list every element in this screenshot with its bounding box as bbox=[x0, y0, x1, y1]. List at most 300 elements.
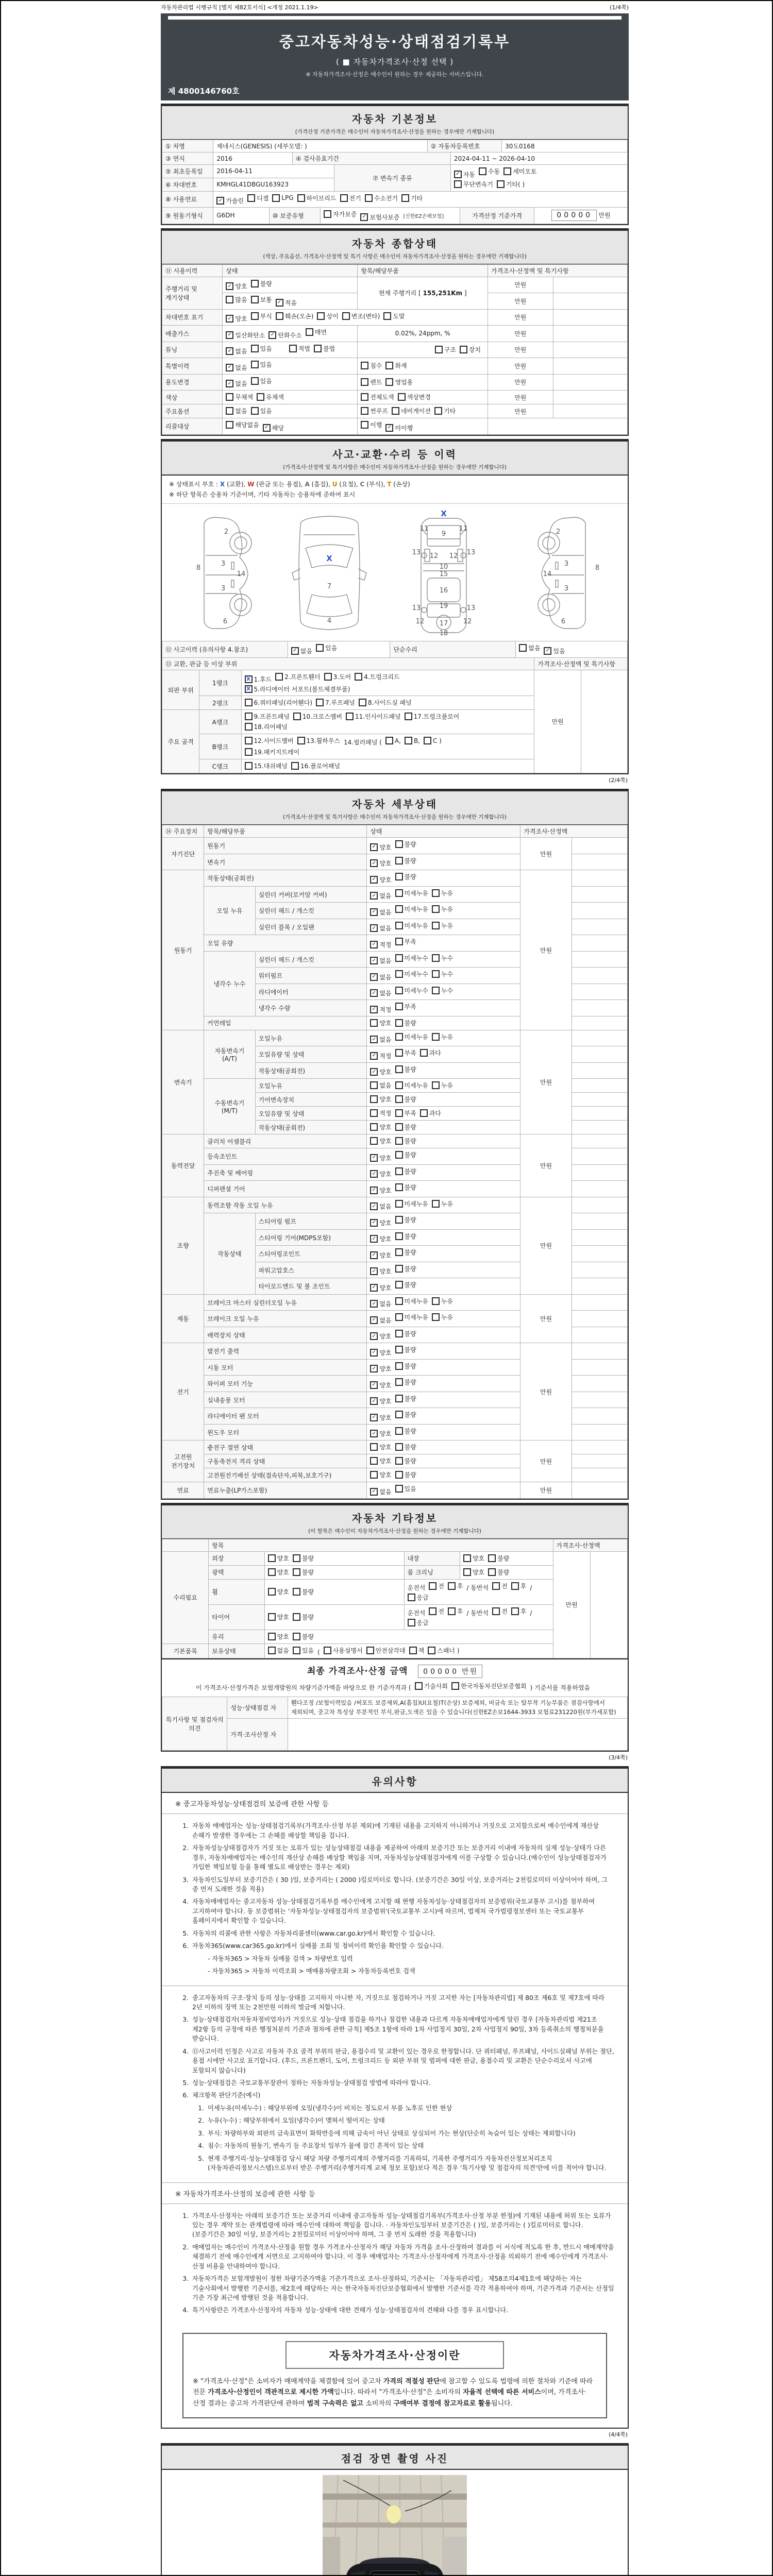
checkbox-option[interactable] bbox=[432, 1297, 453, 1306]
checkbox-option[interactable] bbox=[395, 1215, 416, 1224]
checkbox-unchecked[interactable] bbox=[405, 713, 412, 720]
checkbox-option[interactable] bbox=[291, 647, 312, 655]
checkbox-option[interactable] bbox=[395, 1378, 416, 1386]
checkbox-option[interactable] bbox=[297, 194, 337, 202]
checkbox-option[interactable] bbox=[251, 377, 272, 385]
checkbox-option[interactable] bbox=[432, 986, 453, 995]
checkbox-option[interactable] bbox=[370, 875, 391, 884]
checkbox-checked[interactable]: ✓ bbox=[385, 424, 393, 432]
checkbox-option[interactable] bbox=[395, 1232, 416, 1241]
checkbox-unchecked[interactable] bbox=[268, 1554, 276, 1562]
checkbox-unchecked[interactable] bbox=[395, 1346, 403, 1353]
checkbox-option[interactable] bbox=[370, 859, 391, 868]
checkbox-option[interactable] bbox=[385, 378, 413, 386]
checkbox-option[interactable] bbox=[370, 1251, 391, 1260]
checkbox-unchecked[interactable] bbox=[361, 378, 368, 386]
checkbox-checked[interactable]: ✓ bbox=[370, 1219, 378, 1227]
checkbox-unchecked[interactable] bbox=[370, 1081, 378, 1089]
checkbox-unchecked[interactable] bbox=[395, 1281, 403, 1289]
checkbox-checked[interactable]: ✓ bbox=[216, 197, 224, 205]
checkbox-option[interactable] bbox=[398, 393, 431, 401]
checkbox-unchecked[interactable] bbox=[448, 1582, 456, 1590]
checkbox-unchecked[interactable] bbox=[293, 713, 301, 720]
checkbox-option[interactable] bbox=[370, 956, 391, 965]
checkbox-unchecked[interactable] bbox=[257, 393, 264, 401]
checkbox-unchecked[interactable] bbox=[511, 1607, 519, 1615]
checkbox-option[interactable] bbox=[370, 1348, 391, 1357]
checkbox-option[interactable] bbox=[276, 312, 314, 320]
checkbox-unchecked[interactable] bbox=[297, 737, 305, 744]
checkbox-option[interactable] bbox=[226, 406, 247, 415]
checkbox-unchecked[interactable] bbox=[314, 345, 322, 352]
checkbox-option[interactable] bbox=[245, 736, 294, 745]
checkbox-unchecked[interactable] bbox=[293, 1568, 300, 1576]
checkbox-unchecked[interactable] bbox=[383, 312, 391, 320]
checkbox-option[interactable] bbox=[395, 1280, 416, 1289]
checkbox-checked[interactable]: X bbox=[245, 685, 253, 693]
checkbox-option[interactable] bbox=[268, 1632, 289, 1641]
checkbox-option[interactable] bbox=[361, 420, 382, 429]
checkbox-option[interactable] bbox=[435, 345, 456, 354]
checkbox-unchecked[interactable] bbox=[395, 1485, 403, 1493]
checkbox-option[interactable] bbox=[432, 954, 453, 962]
checkbox-option[interactable] bbox=[268, 1554, 289, 1563]
checkbox-option[interactable] bbox=[355, 672, 399, 681]
checkbox-unchecked[interactable] bbox=[272, 194, 280, 202]
checkbox-option[interactable] bbox=[245, 722, 288, 731]
checkbox-option[interactable] bbox=[268, 1587, 289, 1596]
checkbox-unchecked[interactable] bbox=[293, 1633, 300, 1640]
checkbox-unchecked[interactable] bbox=[245, 737, 253, 744]
checkbox-checked[interactable]: ✓ bbox=[370, 859, 378, 867]
checkbox-option[interactable] bbox=[365, 194, 398, 202]
checkbox-option[interactable] bbox=[370, 1035, 391, 1044]
checkbox-unchecked[interactable] bbox=[434, 407, 442, 415]
checkbox-checked[interactable]: ✓ bbox=[370, 1300, 378, 1308]
checkbox-unchecked[interactable] bbox=[245, 748, 253, 756]
checkbox-unchecked[interactable] bbox=[395, 889, 403, 897]
checkbox-unchecked[interactable] bbox=[361, 407, 368, 415]
checkbox-unchecked[interactable] bbox=[251, 345, 259, 352]
checkbox-unchecked[interactable] bbox=[395, 1151, 403, 1159]
checkbox-checked[interactable]: ✓ bbox=[370, 1068, 378, 1076]
checkbox-option[interactable] bbox=[370, 1005, 391, 1014]
checkbox-option[interactable] bbox=[251, 279, 272, 288]
checkbox-option[interactable] bbox=[395, 921, 428, 930]
checkbox-unchecked[interactable] bbox=[519, 644, 527, 652]
checkbox-option[interactable] bbox=[370, 1067, 391, 1076]
checkbox-unchecked[interactable] bbox=[398, 393, 406, 401]
checkbox-unchecked[interactable] bbox=[395, 1362, 403, 1370]
checkbox-option[interactable] bbox=[405, 712, 460, 721]
checkbox-checked[interactable]: ✓ bbox=[370, 941, 378, 948]
checkbox-option[interactable] bbox=[395, 1150, 416, 1159]
checkbox-unchecked[interactable] bbox=[395, 1330, 403, 1337]
checkbox-option[interactable] bbox=[395, 1484, 416, 1493]
checkbox-option[interactable] bbox=[293, 1613, 314, 1621]
checkbox-unchecked[interactable] bbox=[432, 954, 440, 962]
checkbox-option[interactable] bbox=[370, 1283, 391, 1292]
checkbox-option[interactable] bbox=[395, 1456, 416, 1465]
checkbox-option[interactable] bbox=[370, 1443, 391, 1451]
checkbox-unchecked[interactable] bbox=[408, 1594, 415, 1601]
checkbox-checked[interactable]: ✓ bbox=[276, 299, 283, 307]
checkbox-option[interactable] bbox=[251, 406, 272, 415]
checkbox-option[interactable] bbox=[432, 1313, 453, 1321]
checkbox-option[interactable] bbox=[370, 1364, 391, 1373]
checkbox-option[interactable] bbox=[291, 761, 340, 770]
checkbox-option[interactable] bbox=[370, 1154, 391, 1162]
checkbox-option[interactable] bbox=[263, 423, 284, 432]
checkbox-unchecked[interactable] bbox=[226, 407, 233, 415]
checkbox-unchecked[interactable] bbox=[395, 987, 403, 994]
checkbox-option[interactable] bbox=[395, 1313, 428, 1321]
checkbox-option[interactable] bbox=[408, 1593, 429, 1602]
checkbox-option[interactable] bbox=[454, 180, 493, 189]
checkbox-unchecked[interactable] bbox=[435, 346, 443, 353]
checkbox-option[interactable] bbox=[385, 361, 407, 370]
checkbox-unchecked[interactable] bbox=[268, 1613, 276, 1621]
checkbox-unchecked[interactable] bbox=[245, 723, 253, 731]
checkbox-checked[interactable]: ✓ bbox=[370, 908, 378, 916]
checkbox-option[interactable] bbox=[497, 180, 525, 189]
checkbox-option[interactable] bbox=[342, 312, 380, 320]
checkbox-option[interactable] bbox=[428, 1646, 459, 1655]
checkbox-unchecked[interactable] bbox=[395, 1137, 403, 1145]
checkbox-option[interactable] bbox=[395, 954, 428, 962]
checkbox-option[interactable] bbox=[395, 986, 428, 995]
checkbox-option[interactable] bbox=[226, 331, 265, 340]
checkbox-option[interactable] bbox=[247, 194, 268, 202]
checkbox-option[interactable] bbox=[361, 406, 388, 415]
checkbox-option[interactable] bbox=[251, 360, 272, 369]
checkbox-unchecked[interactable] bbox=[432, 1081, 440, 1089]
checkbox-option[interactable] bbox=[251, 312, 272, 320]
checkbox-checked[interactable]: ✓ bbox=[370, 1052, 378, 1060]
checkbox-unchecked[interactable] bbox=[316, 699, 324, 706]
checkbox-unchecked[interactable] bbox=[432, 905, 440, 913]
checkbox-option[interactable] bbox=[395, 840, 416, 849]
checkbox-option[interactable] bbox=[460, 345, 481, 354]
checkbox-option[interactable] bbox=[370, 924, 391, 933]
checkbox-unchecked[interactable] bbox=[395, 1457, 403, 1465]
checkbox-option[interactable] bbox=[395, 1019, 416, 1027]
checkbox-option[interactable] bbox=[293, 712, 342, 721]
checkbox-unchecked[interactable] bbox=[395, 1216, 403, 1224]
checkbox-option[interactable] bbox=[420, 1048, 441, 1057]
checkbox-option[interactable] bbox=[395, 1427, 416, 1435]
checkbox-checked[interactable]: ✓ bbox=[370, 957, 378, 964]
checkbox-option[interactable] bbox=[370, 973, 391, 981]
checkbox-option[interactable] bbox=[245, 685, 350, 693]
checkbox-checked[interactable]: ✓ bbox=[454, 171, 462, 178]
checkbox-checked[interactable]: ✓ bbox=[226, 315, 233, 323]
checkbox-option[interactable] bbox=[434, 406, 456, 415]
checkbox-unchecked[interactable] bbox=[293, 1613, 300, 1621]
checkbox-checked[interactable]: ✓ bbox=[370, 924, 378, 932]
checkbox-unchecked[interactable] bbox=[370, 1095, 378, 1103]
checkbox-option[interactable] bbox=[395, 1065, 416, 1074]
checkbox-option[interactable] bbox=[463, 1554, 484, 1563]
checkbox-option[interactable] bbox=[385, 737, 401, 744]
checkbox-unchecked[interactable] bbox=[395, 922, 403, 929]
checkbox-option[interactable] bbox=[370, 1316, 391, 1325]
checkbox-option[interactable] bbox=[370, 1123, 391, 1131]
checkbox-unchecked[interactable] bbox=[454, 180, 462, 188]
checkbox-option[interactable] bbox=[463, 1568, 484, 1577]
checkbox-option[interactable] bbox=[370, 1456, 391, 1465]
checkbox-checked[interactable]: ✓ bbox=[226, 331, 233, 339]
checkbox-unchecked[interactable] bbox=[385, 378, 393, 386]
checkbox-option[interactable] bbox=[370, 940, 391, 949]
checkbox-option[interactable] bbox=[409, 1646, 425, 1655]
checkbox-unchecked[interactable] bbox=[395, 1443, 403, 1451]
checkbox-unchecked[interactable] bbox=[370, 1443, 378, 1451]
checkbox-checked[interactable]: ✓ bbox=[360, 213, 368, 221]
checkbox-option[interactable] bbox=[405, 737, 420, 744]
checkbox-checked[interactable]: ✓ bbox=[291, 647, 299, 655]
checkbox-option[interactable] bbox=[454, 170, 475, 179]
checkbox-unchecked[interactable] bbox=[251, 407, 259, 415]
checkbox-unchecked[interactable] bbox=[291, 762, 299, 770]
checkbox-option[interactable] bbox=[361, 378, 382, 386]
checkbox-unchecked[interactable] bbox=[432, 987, 440, 994]
checkbox-option[interactable] bbox=[370, 1381, 391, 1389]
checkbox-option[interactable] bbox=[370, 1429, 391, 1438]
checkbox-unchecked[interactable] bbox=[463, 1554, 471, 1562]
checkbox-unchecked[interactable] bbox=[395, 1265, 403, 1273]
checkbox-unchecked[interactable] bbox=[408, 1619, 415, 1626]
checkbox-checked[interactable]: ✓ bbox=[226, 380, 233, 387]
checkbox-option[interactable] bbox=[316, 643, 337, 652]
checkbox-unchecked[interactable] bbox=[395, 1183, 403, 1191]
checkbox-option[interactable] bbox=[324, 1646, 363, 1655]
checkbox-unchecked[interactable] bbox=[432, 1200, 440, 1208]
checkbox-option[interactable] bbox=[401, 194, 423, 202]
checkbox-option[interactable] bbox=[395, 1002, 416, 1011]
checkbox-option[interactable] bbox=[314, 344, 335, 353]
checkbox-option[interactable] bbox=[395, 856, 416, 865]
checkbox-unchecked[interactable] bbox=[268, 1568, 276, 1576]
checkbox-unchecked[interactable] bbox=[346, 713, 354, 720]
checkbox-unchecked[interactable] bbox=[306, 328, 313, 336]
checkbox-unchecked[interactable] bbox=[251, 361, 259, 368]
checkbox-unchecked[interactable] bbox=[395, 857, 403, 865]
checkbox-option[interactable] bbox=[370, 1413, 391, 1422]
checkbox-checked[interactable]: ✓ bbox=[370, 973, 378, 981]
checkbox-option[interactable] bbox=[370, 1202, 391, 1211]
checkbox-option[interactable] bbox=[432, 1199, 453, 1208]
checkbox-unchecked[interactable] bbox=[424, 737, 431, 744]
checkbox-unchecked[interactable] bbox=[395, 1019, 403, 1027]
checkbox-option[interactable] bbox=[245, 761, 288, 770]
checkbox-option[interactable] bbox=[370, 843, 391, 852]
checkbox-checked[interactable]: ✓ bbox=[370, 892, 378, 900]
checkbox-unchecked[interactable] bbox=[420, 1049, 428, 1057]
checkbox-unchecked[interactable] bbox=[247, 194, 255, 202]
checkbox-unchecked[interactable] bbox=[226, 393, 233, 401]
checkbox-unchecked[interactable] bbox=[365, 194, 373, 202]
checkbox-option[interactable] bbox=[370, 1109, 391, 1117]
checkbox-unchecked[interactable] bbox=[451, 1682, 459, 1690]
checkbox-option[interactable] bbox=[324, 210, 357, 218]
checkbox-option[interactable] bbox=[275, 672, 320, 681]
checkbox-option[interactable] bbox=[370, 1487, 391, 1496]
checkbox-checked[interactable]: ✓ bbox=[370, 1154, 378, 1162]
checkbox-option[interactable] bbox=[226, 282, 247, 291]
checkbox-unchecked[interactable] bbox=[370, 1123, 378, 1131]
checkbox-unchecked[interactable] bbox=[395, 938, 403, 945]
checkbox-checked[interactable]: ✓ bbox=[226, 347, 233, 355]
checkbox-checked[interactable]: ✓ bbox=[370, 1235, 378, 1243]
checkbox-option[interactable] bbox=[395, 1248, 416, 1257]
checkbox-option[interactable] bbox=[395, 1109, 416, 1117]
checkbox-option[interactable] bbox=[395, 970, 428, 978]
checkbox-checked[interactable]: ✓ bbox=[370, 1251, 378, 1259]
checkbox-unchecked[interactable] bbox=[370, 1109, 378, 1117]
checkbox-option[interactable] bbox=[276, 298, 297, 307]
checkbox-checked[interactable]: ✓ bbox=[226, 364, 233, 371]
checkbox-unchecked[interactable] bbox=[268, 1647, 276, 1654]
checkbox-checked[interactable]: ✓ bbox=[370, 1430, 378, 1437]
checkbox-option[interactable] bbox=[370, 1052, 391, 1060]
checkbox-unchecked[interactable] bbox=[488, 1554, 496, 1562]
checkbox-option[interactable] bbox=[395, 1362, 416, 1370]
checkbox-unchecked[interactable] bbox=[492, 1607, 500, 1615]
checkbox-unchecked[interactable] bbox=[432, 1297, 440, 1305]
checkbox-option[interactable] bbox=[340, 194, 361, 202]
checkbox-option[interactable] bbox=[488, 1554, 509, 1563]
checkbox-option[interactable] bbox=[395, 1081, 428, 1090]
checkbox-checked[interactable]: ✓ bbox=[370, 843, 378, 851]
checkbox-unchecked[interactable] bbox=[289, 345, 297, 352]
checkbox-option[interactable] bbox=[429, 1582, 444, 1590]
checkbox-unchecked[interactable] bbox=[395, 1411, 403, 1418]
checkbox-unchecked[interactable] bbox=[463, 1568, 471, 1576]
checkbox-unchecked[interactable] bbox=[245, 713, 253, 720]
checkbox-option[interactable] bbox=[245, 748, 300, 756]
checkbox-option[interactable] bbox=[448, 1607, 463, 1616]
checkbox-option[interactable] bbox=[432, 905, 453, 913]
checkbox-option[interactable] bbox=[395, 1048, 416, 1057]
checkbox-checked[interactable]: ✓ bbox=[370, 1006, 378, 1013]
checkbox-checked[interactable]: ✓ bbox=[226, 282, 233, 290]
checkbox-option[interactable] bbox=[361, 361, 382, 370]
checkbox-option[interactable] bbox=[226, 379, 247, 388]
checkbox-option[interactable] bbox=[395, 1410, 416, 1419]
checkbox-unchecked[interactable] bbox=[385, 362, 393, 369]
checkbox-checked[interactable]: ✓ bbox=[370, 1365, 378, 1372]
checkbox-option[interactable] bbox=[395, 872, 416, 881]
checkbox-option[interactable] bbox=[395, 937, 416, 946]
checkbox-unchecked[interactable] bbox=[251, 280, 259, 287]
checkbox-option[interactable] bbox=[297, 736, 340, 745]
checkbox-option[interactable] bbox=[257, 393, 284, 401]
checkbox-unchecked[interactable] bbox=[293, 1554, 300, 1562]
checkbox-unchecked[interactable] bbox=[226, 296, 233, 303]
checkbox-unchecked[interactable] bbox=[385, 737, 393, 744]
checkbox-unchecked[interactable] bbox=[488, 1568, 496, 1576]
checkbox-unchecked[interactable] bbox=[511, 1582, 519, 1590]
checkbox-unchecked[interactable] bbox=[340, 194, 348, 202]
checkbox-unchecked[interactable] bbox=[370, 1471, 378, 1479]
checkbox-option[interactable] bbox=[293, 1632, 314, 1641]
checkbox-option[interactable] bbox=[245, 675, 272, 684]
checkbox-option[interactable] bbox=[479, 167, 500, 176]
checkbox-option[interactable] bbox=[370, 1081, 391, 1090]
checkbox-option[interactable] bbox=[245, 712, 290, 721]
checkbox-checked[interactable]: ✓ bbox=[370, 1036, 378, 1043]
checkbox-option[interactable] bbox=[432, 1032, 453, 1041]
checkbox-unchecked[interactable] bbox=[392, 407, 399, 415]
checkbox-unchecked[interactable] bbox=[429, 1582, 436, 1590]
checkbox-unchecked[interactable] bbox=[317, 312, 325, 320]
checkbox-option[interactable] bbox=[432, 1081, 453, 1090]
checkbox-unchecked[interactable] bbox=[316, 644, 324, 652]
checkbox-unchecked[interactable] bbox=[432, 970, 440, 978]
checkbox-unchecked[interactable] bbox=[395, 905, 403, 913]
checkbox-option[interactable] bbox=[395, 1394, 416, 1403]
checkbox-unchecked[interactable] bbox=[268, 1588, 276, 1596]
checkbox-unchecked[interactable] bbox=[370, 1019, 378, 1027]
checkbox-unchecked[interactable] bbox=[401, 194, 409, 202]
checkbox-unchecked[interactable] bbox=[432, 1033, 440, 1041]
checkbox-unchecked[interactable] bbox=[361, 393, 368, 401]
checkbox-checked[interactable]: ✓ bbox=[263, 424, 271, 432]
checkbox-option[interactable] bbox=[316, 698, 355, 707]
checkbox-checked[interactable]: ✓ bbox=[544, 647, 551, 655]
checkbox-unchecked[interactable] bbox=[226, 421, 233, 429]
checkbox-checked[interactable]: ✓ bbox=[370, 1381, 378, 1389]
checkbox-option[interactable] bbox=[408, 1618, 429, 1627]
checkbox-option[interactable] bbox=[370, 1170, 391, 1178]
checkbox-unchecked[interactable] bbox=[395, 1003, 403, 1010]
checkbox-option[interactable] bbox=[395, 1264, 416, 1273]
checkbox-unchecked[interactable] bbox=[395, 1232, 403, 1240]
checkbox-unchecked[interactable] bbox=[366, 1647, 374, 1654]
checkbox-unchecked[interactable] bbox=[324, 210, 331, 218]
checkbox-option[interactable] bbox=[360, 213, 399, 222]
checkbox-checked[interactable]: ✓ bbox=[370, 1349, 378, 1357]
checkbox-option[interactable] bbox=[451, 1682, 527, 1690]
checkbox-option[interactable] bbox=[415, 1682, 448, 1690]
checkbox-option[interactable] bbox=[293, 1568, 314, 1577]
checkbox-unchecked[interactable] bbox=[395, 1095, 403, 1103]
checkbox-unchecked[interactable] bbox=[432, 1313, 440, 1321]
checkbox-option[interactable] bbox=[385, 423, 413, 432]
checkbox-unchecked[interactable] bbox=[395, 873, 403, 880]
checkbox-checked[interactable]: ✓ bbox=[370, 1414, 378, 1421]
checkbox-option[interactable] bbox=[395, 1199, 428, 1208]
checkbox-option[interactable] bbox=[293, 1587, 314, 1596]
checkbox-option[interactable] bbox=[361, 393, 394, 401]
checkbox-option[interactable] bbox=[395, 1137, 416, 1145]
checkbox-option[interactable] bbox=[293, 1646, 314, 1655]
checkbox-unchecked[interactable] bbox=[342, 312, 350, 320]
checkbox-option[interactable] bbox=[226, 363, 247, 372]
checkbox-option[interactable] bbox=[251, 344, 272, 353]
checkbox-unchecked[interactable] bbox=[395, 1427, 403, 1435]
checkbox-checked[interactable]: ✓ bbox=[370, 1187, 378, 1194]
checkbox-unchecked[interactable] bbox=[415, 1682, 423, 1690]
checkbox-unchecked[interactable] bbox=[324, 1647, 331, 1654]
checkbox-option[interactable] bbox=[324, 672, 351, 681]
checkbox-option[interactable] bbox=[429, 1607, 444, 1616]
checkbox-checked[interactable]: ✓ bbox=[370, 1488, 378, 1496]
checkbox-unchecked[interactable] bbox=[245, 762, 253, 770]
checkbox-unchecked[interactable] bbox=[395, 1081, 403, 1089]
checkbox-checked[interactable]: X bbox=[245, 675, 253, 683]
